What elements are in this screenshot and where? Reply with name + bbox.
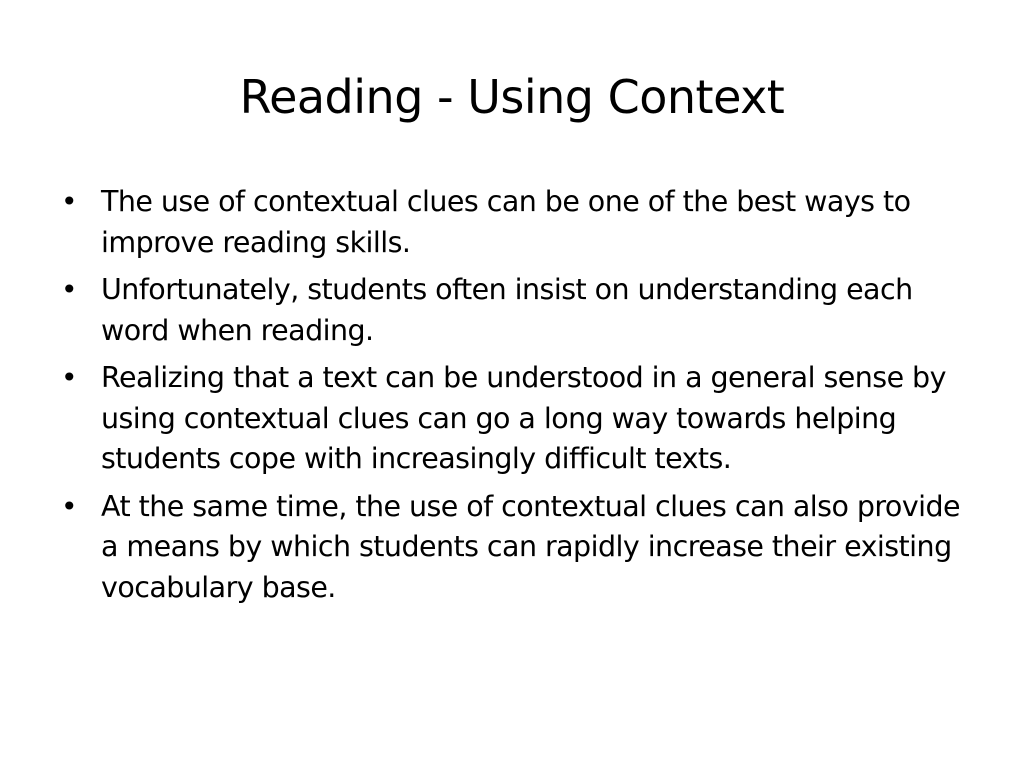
bullet-text: Realizing that a text can be understood in a general sense by using contextual clues can go a long way towards helping students cope with increasingly difficult texts. [101,361,946,475]
bullet-dot-icon: • [61,185,77,218]
bullet-text: At the same time, the use of contextual clues can also provide a means by which students can rapidly increase their existing vocabulary base. [101,489,961,604]
bullet-item [58,182,978,263]
bullet-item [58,358,978,480]
bullet-item [58,487,978,609]
bullet-text: The use of contextual clues can be one of the best ways to improve reading skills. [101,185,911,259]
bullet-dot-icon: • [61,361,77,394]
bullet-list [58,182,978,615]
bullet-dot-icon: • [61,273,77,306]
bullet-text: Unfortunately, students often insist on understanding each word when reading. [101,273,913,347]
slide-title: Reading - Using Context [239,70,785,124]
bullet-item [58,270,978,351]
bullet-dot-icon: • [61,489,77,523]
